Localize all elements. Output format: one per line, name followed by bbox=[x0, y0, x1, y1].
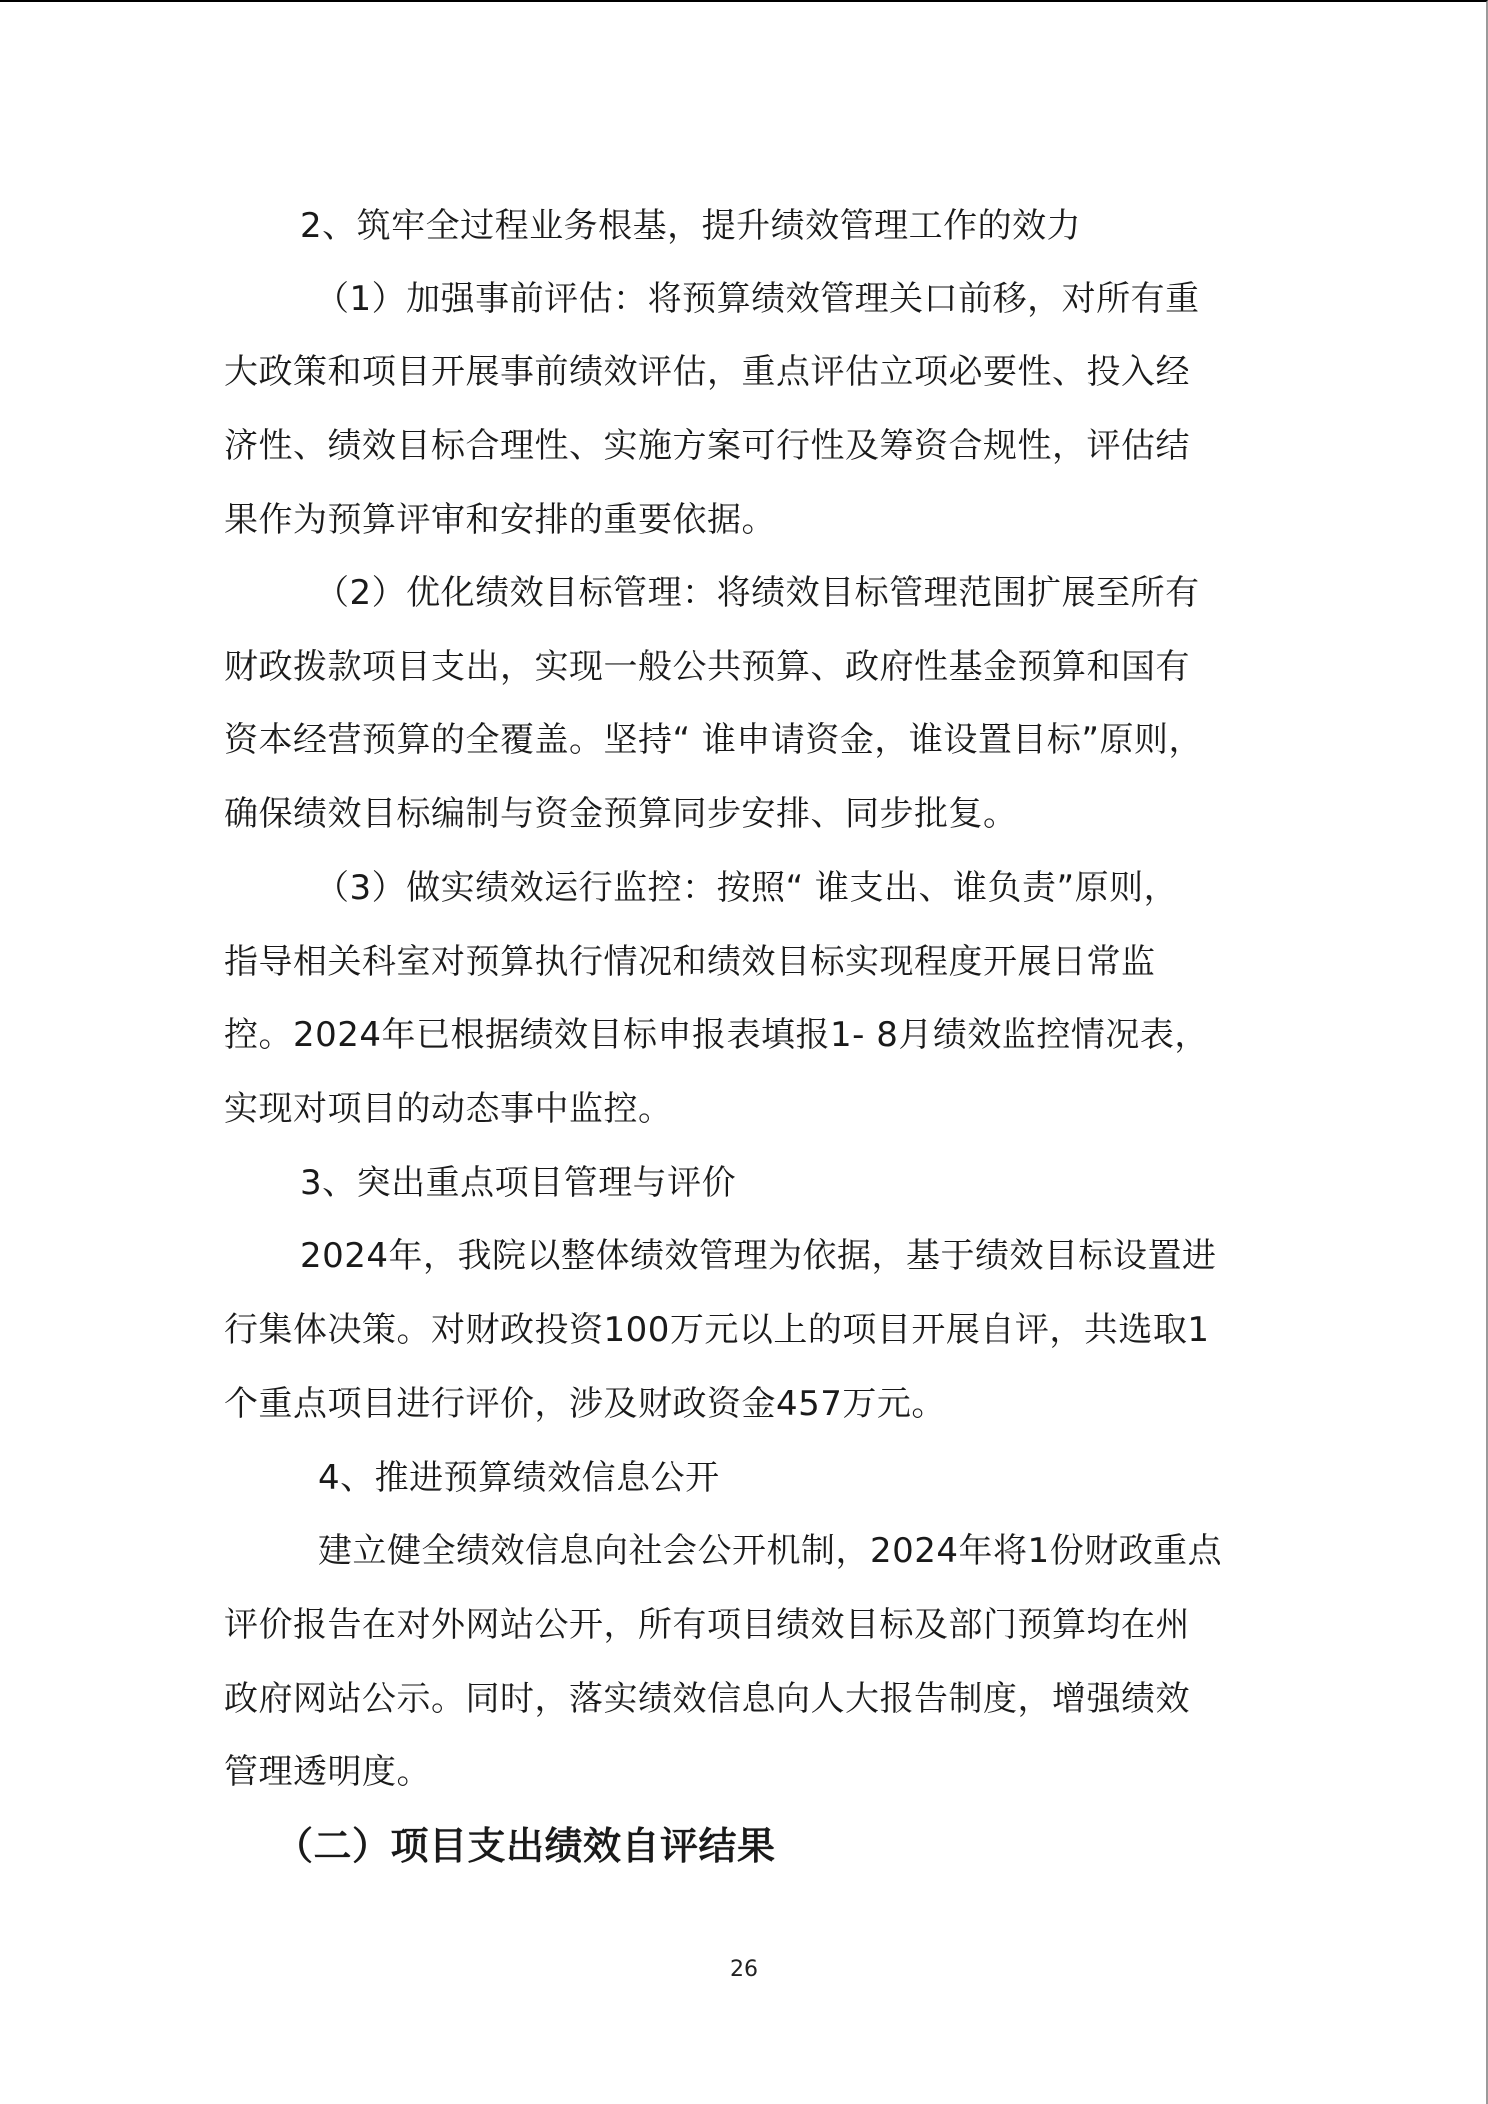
paragraph-5-line-4: 管理透明度。 bbox=[224, 1752, 431, 1792]
paragraph-5-line-2: 评价报告在对外网站公开，所有项目绩效目标及部门预算均在州 bbox=[224, 1605, 1190, 1645]
paragraph-1-line-1: （1）加强事前评估：将预算绩效管理关口前移，对所有重 bbox=[315, 279, 1200, 319]
paragraph-5-line-1: 建立健全绩效信息向社会公开机制，2024年将1份财政重点 bbox=[318, 1531, 1223, 1571]
paragraph-3-line-3: 控。2024年已根据绩效目标申报表填报1- 8月绩效监控情况表， bbox=[224, 1015, 1209, 1055]
paragraph-3-line-2: 指导相关科室对预算执行情况和绩效目标实现程度开展日常监 bbox=[224, 942, 1156, 982]
paragraph-1-line-3: 济性、绩效目标合理性、实施方案可行性及筹资合规性，评估结 bbox=[224, 426, 1190, 466]
paragraph-2-line-1: （2）优化绩效目标管理：将绩效目标管理范围扩展至所有 bbox=[315, 573, 1200, 613]
section-heading-3: 3、突出重点项目管理与评价 bbox=[300, 1163, 737, 1203]
section-heading-2: 2、筑牢全过程业务根基，提升绩效管理工作的效力 bbox=[300, 206, 1082, 246]
paragraph-3-line-1: （3）做实绩效运行监控：按照“ 谁支出、谁负责”原则， bbox=[315, 868, 1179, 908]
paragraph-4-line-2: 行集体决策。对财政投资100万元以上的项目开展自评，共选取1 bbox=[224, 1310, 1210, 1350]
page-number: 26 bbox=[730, 1957, 758, 1982]
paragraph-5-line-3: 政府网站公示。同时，落实绩效信息向人大报告制度，增强绩效 bbox=[224, 1679, 1190, 1719]
paragraph-1-line-2: 大政策和项目开展事前绩效评估，重点评估立项必要性、投入经 bbox=[224, 352, 1190, 392]
paragraph-4-line-1: 2024年，我院以整体绩效管理为依据，基于绩效目标设置进 bbox=[300, 1236, 1217, 1276]
paragraph-2-line-2: 财政拨款项目支出，实现一般公共预算、政府性基金预算和国有 bbox=[224, 647, 1190, 687]
paragraph-2-line-4: 确保绩效目标编制与资金预算同步安排、同步批复。 bbox=[224, 794, 1018, 834]
paragraph-4-line-3: 个重点项目进行评价，涉及财政资金457万元。 bbox=[224, 1384, 946, 1424]
paragraph-3-line-4: 实现对项目的动态事中监控。 bbox=[224, 1089, 673, 1129]
section-heading-4: 4、推进预算绩效信息公开 bbox=[318, 1458, 720, 1498]
subsection-title: （二）项目支出绩效自评结果 bbox=[275, 1824, 776, 1868]
paragraph-1-line-4: 果作为预算评审和安排的重要依据。 bbox=[224, 500, 776, 540]
paragraph-2-line-3: 资本经营预算的全覆盖。坚持“ 谁申请资金，谁设置目标”原则， bbox=[224, 720, 1204, 760]
